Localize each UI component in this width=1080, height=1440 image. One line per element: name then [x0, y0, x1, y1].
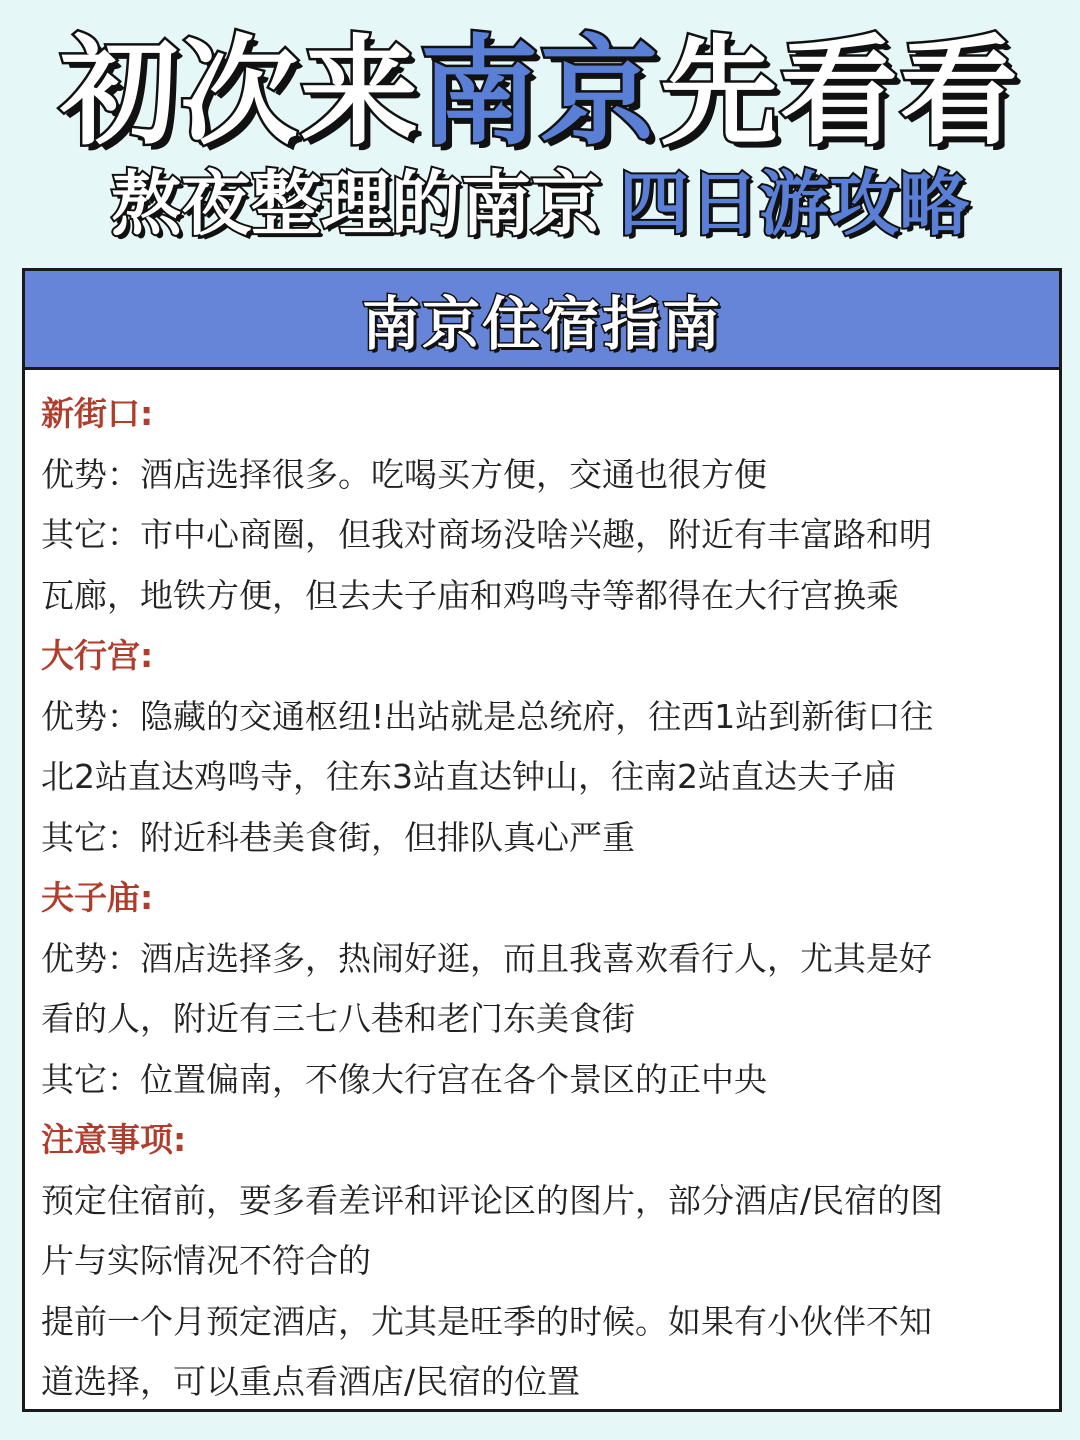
main-title-part2: 先看看 [660, 23, 1021, 161]
text-line: 其它：市中心商圈，但我对商场没啥兴趣，附近有丰富路和明 [41, 515, 932, 554]
card-title: 南京住宿指南 [361, 290, 722, 358]
section-heading-notes: 注意事项: [41, 1120, 187, 1159]
text-line: 优势：酒店选择多，热闹好逛，而且我喜欢看行人，尤其是好 [41, 938, 932, 978]
main-title-highlight: 南京 [419, 23, 660, 161]
section-heading-xinjiekou: 新街口: [41, 394, 154, 433]
text-line: 提前一个月预定酒店，尤其是旺季的时候。如果有小伙伴不知 [41, 1301, 932, 1341]
text-line: 道选择，可以重点看酒店/民宿的位置 [41, 1362, 581, 1401]
main-title [0, 22, 1080, 162]
card-content [25, 370, 1059, 1413]
section-heading-daxinggong: 大行宫: [41, 636, 154, 675]
text-line: 瓦廊，地铁方便，但去夫子庙和鸡鸣寺等都得在大行宫换乘 [41, 575, 899, 615]
text-line: 其它：附近科巷美食街，但排队真心严重 [41, 817, 635, 857]
text-line: 优势：隐藏的交通枢纽!出站就是总统府，往西1站到新街口往 [41, 696, 934, 736]
main-title-part1: 初次来 [59, 23, 420, 161]
subtitle-highlight: 四日游攻略 [619, 163, 969, 245]
card-header [25, 271, 1059, 370]
accommodation-guide-card [22, 268, 1062, 1412]
subtitle [0, 162, 1080, 246]
text-line: 预定住宿前，要多看差评和评论区的图片，部分酒店/民宿的图 [41, 1180, 944, 1220]
text-line: 看的人，附近有三七八巷和老门东美食街 [41, 999, 635, 1038]
subtitle-part1: 熬夜整理的南京 [111, 163, 601, 245]
text-line: 其它：位置偏南，不像大行宫在各个景区的正中央 [41, 1059, 767, 1099]
section-heading-fuzimiao: 夫子庙: [41, 878, 154, 917]
text-line: 优势：酒店选择很多。吃喝买方便，交通也很方便 [41, 454, 767, 494]
text-line: 片与实际情况不符合的 [41, 1241, 371, 1280]
text-line: 北2站直达鸡鸣寺，往东3站直达钟山，往南2站直达夫子庙 [41, 757, 896, 796]
